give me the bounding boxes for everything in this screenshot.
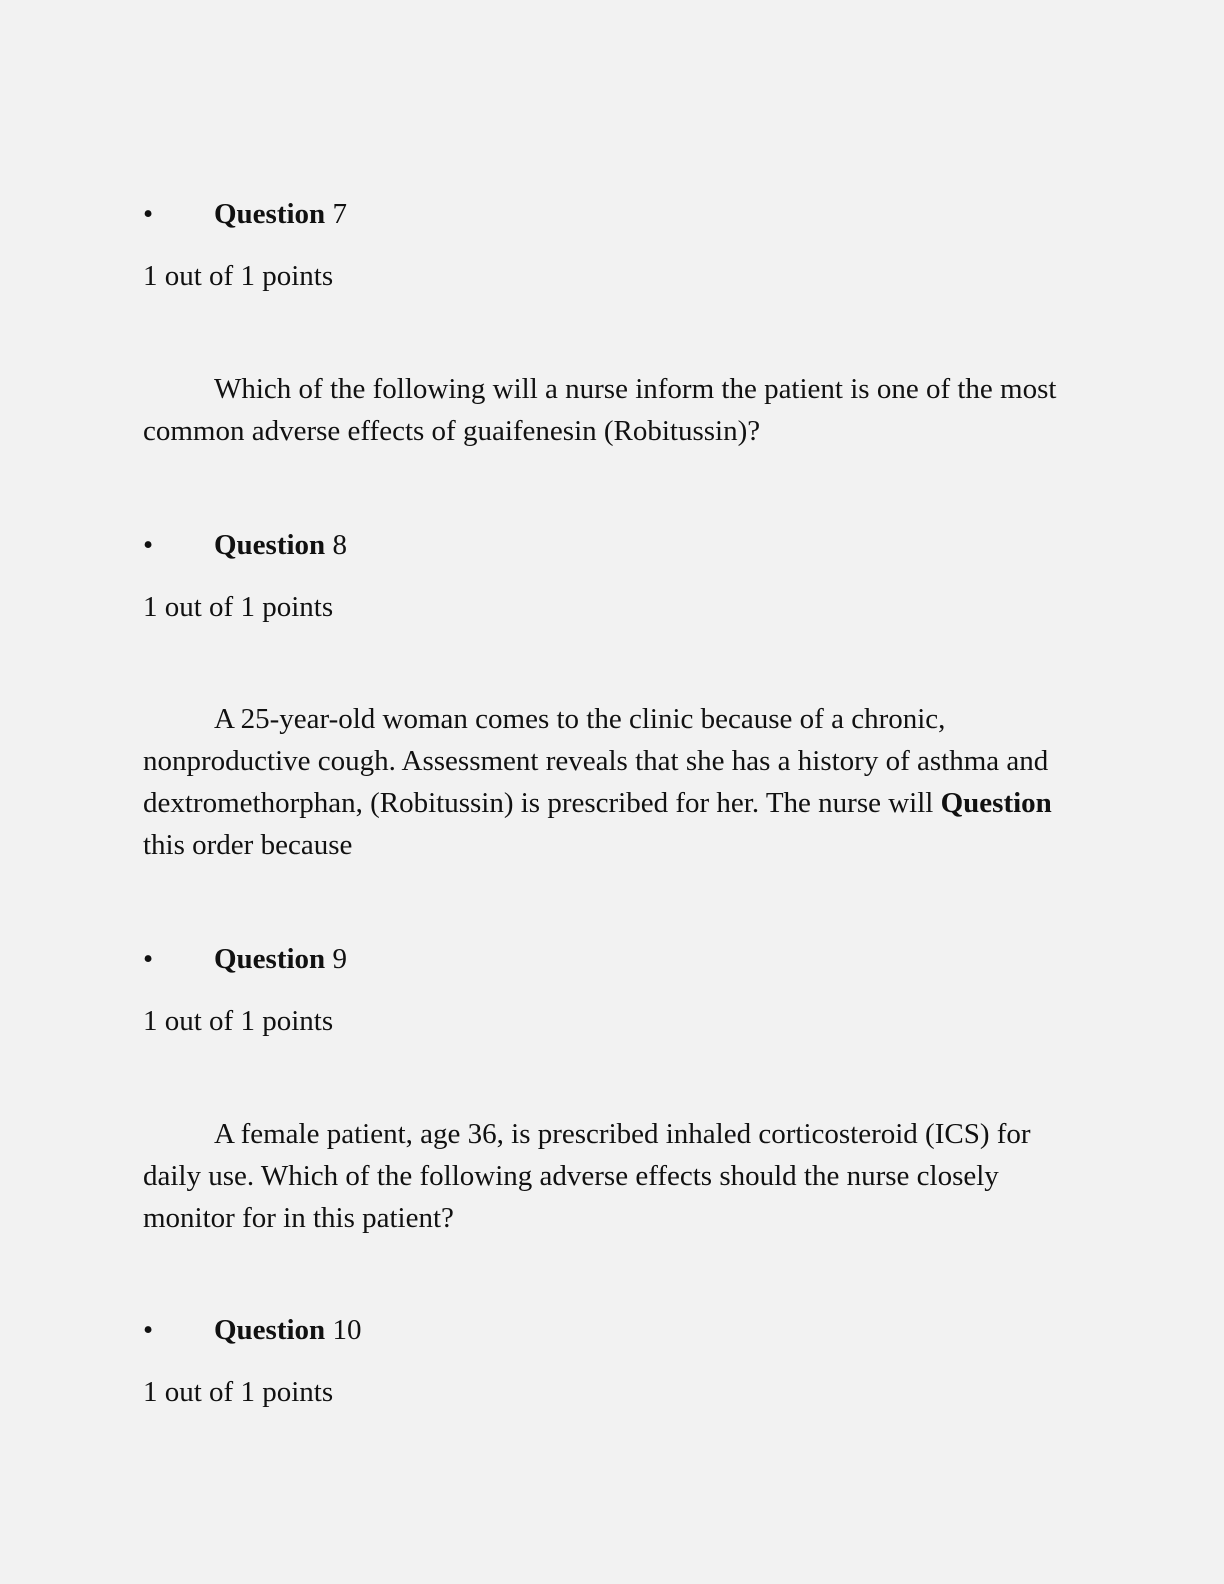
bullet-icon: • — [143, 943, 154, 975]
question-7-text: Which of the following will a nurse inform the patient is one of the most common adverse effects of guaifenesin (Robitussin)? — [143, 373, 1057, 447]
question-number: 7 — [332, 198, 347, 230]
question-label: Question — [214, 943, 326, 975]
bullet-icon: • — [143, 529, 154, 561]
question-9-points: 1 out of 1 points — [143, 1005, 334, 1037]
question-10-points: 1 out of 1 points — [143, 1376, 334, 1408]
question-7-points: 1 out of 1 points — [143, 260, 334, 292]
question-label: Question — [214, 198, 326, 230]
question-label: Question — [214, 529, 326, 561]
question-10-heading — [143, 1313, 361, 1347]
question-8-text-bold: Question — [940, 787, 1052, 819]
bullet-icon: • — [143, 198, 154, 230]
question-8-text-end: this order because — [143, 829, 353, 861]
bullet-icon: • — [143, 1314, 154, 1346]
question-label: Question — [214, 1314, 326, 1346]
question-8-heading — [143, 528, 347, 562]
question-8-text — [143, 698, 1083, 866]
question-9-text: A female patient, age 36, is prescribed inhaled corticosteroid (ICS) for daily use. Which of the following adverse effects should the nurse closely monitor for in this patient? — [143, 1118, 1031, 1234]
question-8-points: 1 out of 1 points — [143, 591, 334, 623]
question-number: 9 — [332, 943, 347, 975]
question-7-heading — [143, 197, 347, 231]
question-8-text-start: A 25-year-old woman comes to the clinic because of a chronic, nonproductive cough. Assessment reveals that she has a history of asthma and dextromethorphan, (Robitussin) is prescribed for her. The nurse will — [143, 703, 1049, 819]
question-9-heading — [143, 942, 347, 976]
question-number: 8 — [332, 529, 347, 561]
question-number: 10 — [332, 1314, 362, 1346]
